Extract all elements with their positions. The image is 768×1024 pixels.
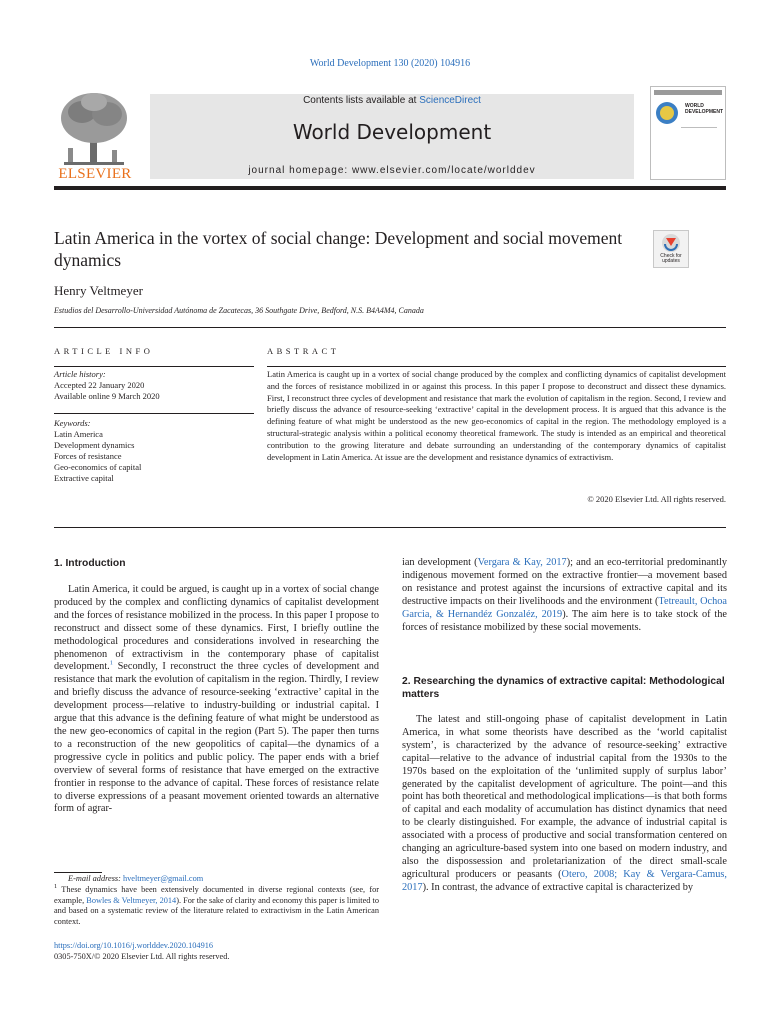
footnote-marker[interactable]: 1 — [109, 660, 114, 668]
article-title: Latin America in the vortex of social change: Development and social movement dynamics — [54, 228, 623, 270]
introduction-continued-paragraph — [402, 557, 727, 634]
title-rule — [54, 327, 726, 328]
header-rule — [54, 186, 726, 190]
abstract-copyright: © 2020 Elsevier Ltd. All rights reserved. — [587, 494, 726, 504]
intro-text-part: Latin America, it could be argued, is caught up in a vortex of social change produced by the complex and conflicting dynamics of capitalist development and the forces of resistance mobilized in the process. In this paper I propose to reconstruct and dissect some of these dynamics. First, I briefly outline the methodological procedures and considerations involved in researching the phenomenon of extractivism in the contemporary phase of capitalist development. — [54, 584, 379, 673]
article-info-rule — [54, 366, 254, 367]
abstract-text: Latin America is caught up in a vortex of social change produced by the complex and conflicting dynamics of capitalist development and the forces of resistance mobilized in or against this process. In this paper I propose to deconstruct and dissect these dynamics. First, I reconstruct three cycles of development and resistance that mark the evolution of capitalism in the region. Second, I review and briefly discuss the advance of resource-seeking ‘extractive’ capital in the development process. It is argued that this advance is the defining feature of what might be understood as the new geo-economics of capital in the region. The methodology employed is a structural-strategic analysis within a political economy theoretical framework. The study is intended as an empirical and theoretical contribution to the growing literature and debate surrounding an understanding of the contemporary dynamics of capitalist development in Latin America. At issue are the development and resistance dynamics of extractivism. — [267, 369, 726, 462]
author-email-link[interactable]: hveltmeyer@gmail.com — [123, 874, 204, 883]
cover-title: WORLD DEVELOPMENT — [685, 103, 724, 115]
text-part: ian development ( — [402, 557, 478, 568]
methodology-paragraph — [402, 714, 727, 895]
abstract-heading: ABSTRACT — [267, 346, 340, 356]
text-part: ). The aim here is to take stock of the forces of resistance mobilized by these social movements. — [402, 608, 728, 633]
crossmark-badge[interactable] — [653, 230, 689, 268]
author-name: Henry Veltmeyer — [54, 283, 143, 298]
keyword-list — [54, 429, 141, 484]
footnote-number: 1 — [54, 883, 58, 891]
doi-link[interactable]: https://doi.org/10.1016/j.worlddev.2020.104916 — [54, 941, 214, 950]
issn-copyright: 0305-750X/© 2020 Elsevier Ltd. All rights reserved. — [54, 952, 230, 961]
keyword: Geo-economics of capital — [54, 462, 142, 472]
section-title-introduction: 1. Introduction — [54, 558, 126, 569]
intro-text-part: Secondly, I reconstruct the three cycles of development and resistance that mark the evolution of capitalism in the region. Thirdly, I review and briefly discuss the advance of resource-seeking ‘extractive’ capital in the development process—relative to industry-building or industrial capital. I argue that this advance is the defining feature of what might be understood as the new geo-economics of capital in the region (Part 5). The paper then turns to a reconstruction of the new geopolitics of capital—the dynamics of a progressive cycle in politics and public policy. The paper ends with a brief overview of several forms of resistance that have emerged on the extractive frontier in response to the advance of capital. These forces of resistance relate to diverse expressions of a peasant movement oriented towards an alternative form of agrar- — [54, 661, 379, 815]
citation-link[interactable]: Vergara & Kay, 2017 — [477, 557, 567, 568]
citation-link[interactable]: Bowles & Veltmeyer, 2014 — [86, 895, 177, 905]
cover-artwork — [651, 87, 725, 179]
accepted-date: Accepted 22 January 2020 — [54, 380, 145, 390]
article-history-label: Article history: — [54, 369, 106, 379]
text-part: ); and an eco-territorial predominantly indigenous movement formed on the extractive frontier—a movement based on resistance and protest against the incursions of extractive capital and its destructive impacts on their livelihoods and the environment ( — [402, 557, 728, 607]
journal-citation[interactable]: World Development 130 (2020) 104916 — [309, 58, 471, 69]
citation-link[interactable]: Tetreault, Ochoa Garcia, & Hernandéz Gonzaléz, 2019 — [402, 595, 727, 620]
author-email-line — [54, 874, 379, 885]
introduction-paragraph — [54, 584, 379, 816]
author-affiliation: Estudios del Desarrollo-Universidad Autónoma de Zacatecas, 36 Southgate Drive, Bedford, N.S. B4A4M4, Canada — [54, 306, 424, 315]
keyword: Latin America — [54, 429, 103, 439]
journal-homepage[interactable]: journal homepage: www.elsevier.com/locate/worlddev — [248, 165, 536, 176]
keyword: Development dynamics — [54, 440, 135, 450]
contents-available-line — [150, 95, 634, 106]
citation-link[interactable]: Otero, 2008; Kay & Vergara-Camus, 2017 — [402, 868, 727, 893]
footnote-1 — [54, 885, 379, 927]
footnote-text-part: These dynamics have been extensively documented in diverse regional contexts (see, for example, — [54, 885, 379, 905]
keyword: Extractive capital — [54, 473, 114, 483]
footnote-text-part: ). For the sake of clarity and economy this paper is limited to and based on a systematic review of the literature related to extractivism in the Latin American context. — [54, 895, 379, 926]
crossmark-label: Check for updates — [660, 253, 682, 264]
keywords-rule — [54, 413, 254, 414]
online-date: Available online 9 March 2020 — [54, 391, 160, 401]
contents-prefix: Contents lists available at — [303, 95, 420, 106]
section-title-methodology: 2. Researching the dynamics of extractive capital: Methodological matters — [402, 676, 725, 700]
article-info-heading: ARTICLE INFO — [54, 346, 154, 356]
text-part: The latest and still-ongoing phase of capitalist development in Latin America, in what some theorists have described as the ‘world capitalist system’, is characterized by the advance of resource-seeking’ extractive capital—relative to the advance of industrial capital from the 1930s to the 1970s based on the exploitation of the ‘unlimited supply of surplus labor’ generated by the capitalist development of agriculture. The point—and this point has both theoretical and methodological implications—is that both forms of capital and each modality of accumulation has distinct dynamics that need to be clearly distinguished. For example, the advance of industrial capital is associated with a process of productive and social transformation centered on changing an agriculture-based system into one based on modern industry, and also the dispossession and proletarianization of the direct small-scale agricultural producers or peasants ( — [402, 714, 727, 880]
footnote-rule — [54, 872, 102, 873]
email-label: E-mail address: — [68, 874, 123, 883]
journal-name: World Development — [292, 120, 492, 144]
abstract-rule — [267, 366, 726, 367]
keyword: Forces of resistance — [54, 451, 122, 461]
abstract-bottom-rule — [54, 527, 726, 528]
text-part: ). In contrast, the advance of extractive capital is characterized by — [422, 881, 694, 893]
keywords-label: Keywords: — [54, 418, 91, 428]
publisher-logo-text: ELSEVIER — [58, 166, 132, 182]
journal-cover-thumbnail — [650, 86, 726, 180]
sciencedirect-link[interactable]: ScienceDirect — [419, 95, 481, 106]
